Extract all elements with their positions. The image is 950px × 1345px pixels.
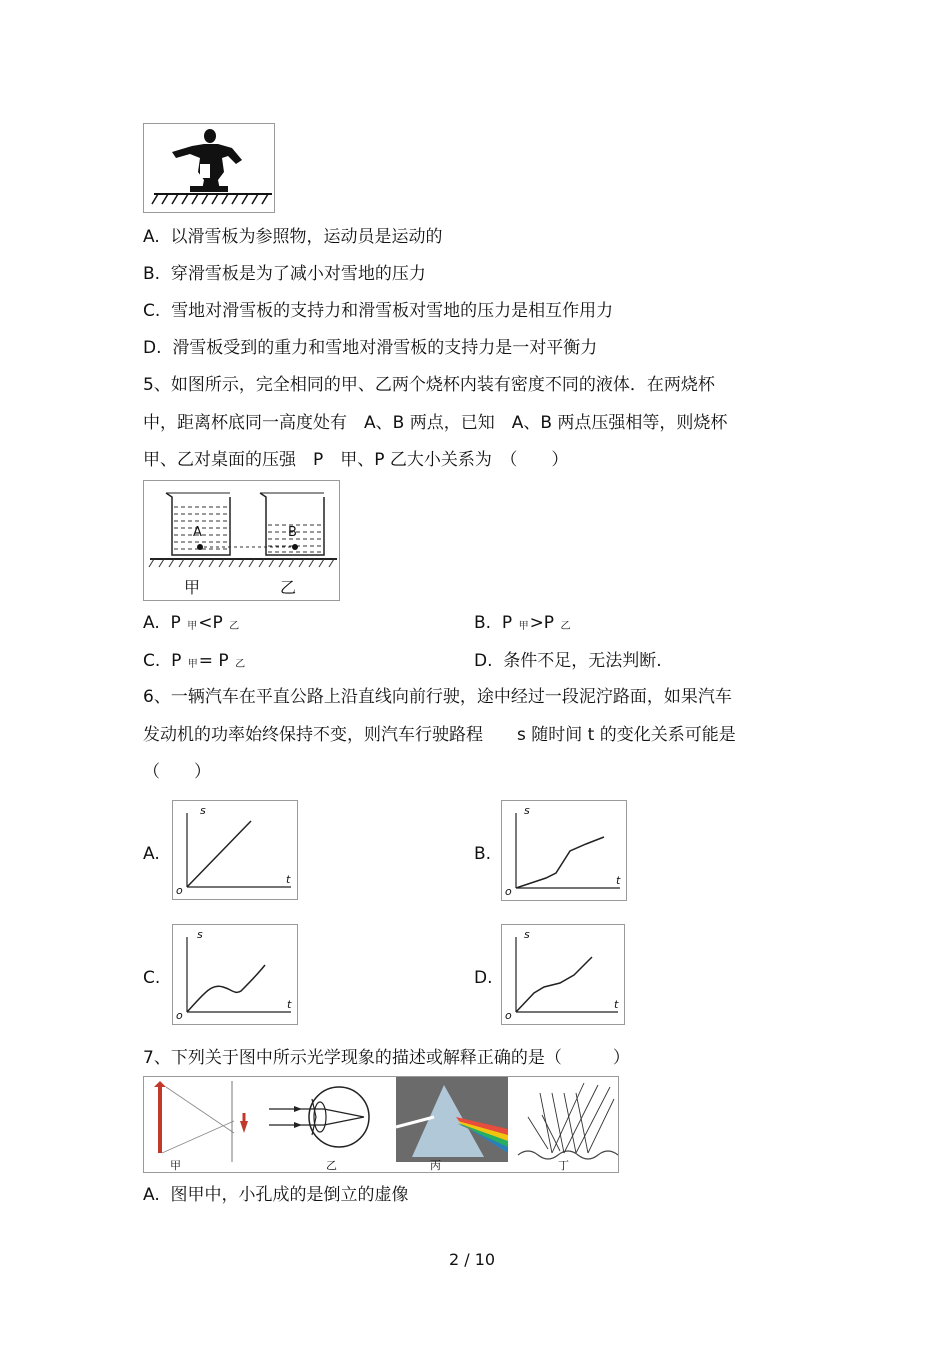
q4-option-d: D. 滑雪板受到的重力和雪地对滑雪板的支持力是一对平衡力 bbox=[143, 338, 598, 358]
beakers-figure bbox=[143, 480, 340, 601]
page-number: 2 / 10 bbox=[449, 1250, 496, 1269]
q4-option-b: B. 穿滑雪板是为了减小对雪地的压力 bbox=[143, 264, 426, 284]
graph-b-o-label: o bbox=[505, 885, 512, 898]
q6-graph-c bbox=[172, 924, 298, 1025]
q6-graph-a bbox=[172, 800, 298, 900]
snowboarder-figure bbox=[143, 123, 275, 213]
q6-graph-d bbox=[501, 924, 625, 1025]
graph-c-o-label: o bbox=[176, 1009, 183, 1022]
q7-stem: 7、下列关于图中所示光学现象的描述或解释正确的是（ ） bbox=[143, 1048, 630, 1068]
graph-d-o-label: o bbox=[505, 1009, 512, 1022]
graph-b-s-label: s bbox=[524, 804, 530, 817]
point-a-label: A bbox=[193, 525, 202, 540]
graph-b-t-label: t bbox=[616, 874, 621, 887]
reflection-panel bbox=[518, 1083, 618, 1159]
q5-stem-line-2: 中，距离杯底同一高度处有 A、B 两点，已知 A、B 两点压强相等，则烧杯 bbox=[143, 413, 728, 433]
q6-graph-b bbox=[501, 800, 627, 901]
graph-d-s-label: s bbox=[524, 928, 530, 941]
graph-c-t-label: t bbox=[287, 998, 292, 1011]
panel-yi-label: 乙 bbox=[326, 1159, 337, 1172]
graph-d-t-label: t bbox=[614, 998, 619, 1011]
q6-graph-b-key: B. bbox=[474, 844, 492, 864]
panel-jia-label: 甲 bbox=[170, 1159, 181, 1172]
q5-option-a: A. P 甲<P 乙 bbox=[143, 613, 240, 633]
beaker-jia-label: 甲 bbox=[184, 578, 201, 597]
beaker-yi-label: 乙 bbox=[280, 578, 297, 597]
pinhole-panel bbox=[154, 1081, 248, 1162]
q5-option-b: B. P 甲>P 乙 bbox=[474, 613, 571, 633]
panel-bing-label: 丙 bbox=[430, 1159, 441, 1172]
q6-graph-a-key: A. bbox=[143, 844, 160, 864]
graph-c-s-label: s bbox=[197, 928, 203, 941]
q6-stem-line-1: 6、一辆汽车在平直公路上沿直线向前行驶，途中经过一段泥泞路面，如果汽车 bbox=[143, 687, 732, 707]
q6-graph-c-key: C. bbox=[143, 968, 161, 988]
graph-a-s-label: s bbox=[200, 804, 206, 817]
q5-option-d: D. 条件不足，无法判断. bbox=[474, 651, 662, 671]
q6-graph-d-key: D. bbox=[474, 968, 493, 988]
q7-option-a: A. 图甲中，小孔成的是倒立的虚像 bbox=[143, 1185, 409, 1205]
graph-a-o-label: o bbox=[176, 884, 183, 897]
q5-stem-line-1: 5、如图所示，完全相同的甲、乙两个烧杯内装有密度不同的液体．在两烧杯 bbox=[143, 375, 715, 395]
q4-option-a: A. 以滑雪板为参照物，运动员是运动的 bbox=[143, 227, 443, 247]
prism-panel bbox=[396, 1077, 508, 1162]
graph-a-t-label: t bbox=[286, 873, 291, 886]
q4-option-c: C. 雪地对滑雪板的支持力和滑雪板对雪地的压力是相互作用力 bbox=[143, 301, 614, 321]
q6-stem-line-2: 发动机的功率始终保持不变，则汽车行驶路程 s 随时间 t 的变化关系可能是 bbox=[143, 725, 736, 745]
q5-option-c: C. P 甲= P 乙 bbox=[143, 651, 246, 671]
point-b-label: B bbox=[288, 525, 297, 540]
optics-figure bbox=[143, 1076, 619, 1173]
q6-stem-line-3: （ ） bbox=[143, 762, 211, 782]
eye-panel bbox=[269, 1087, 369, 1147]
q5-stem-line-3: 甲、乙对桌面的压强 P 甲、P 乙大小关系为 （ ） bbox=[143, 450, 569, 470]
panel-ding-label: 丁 bbox=[558, 1159, 569, 1172]
